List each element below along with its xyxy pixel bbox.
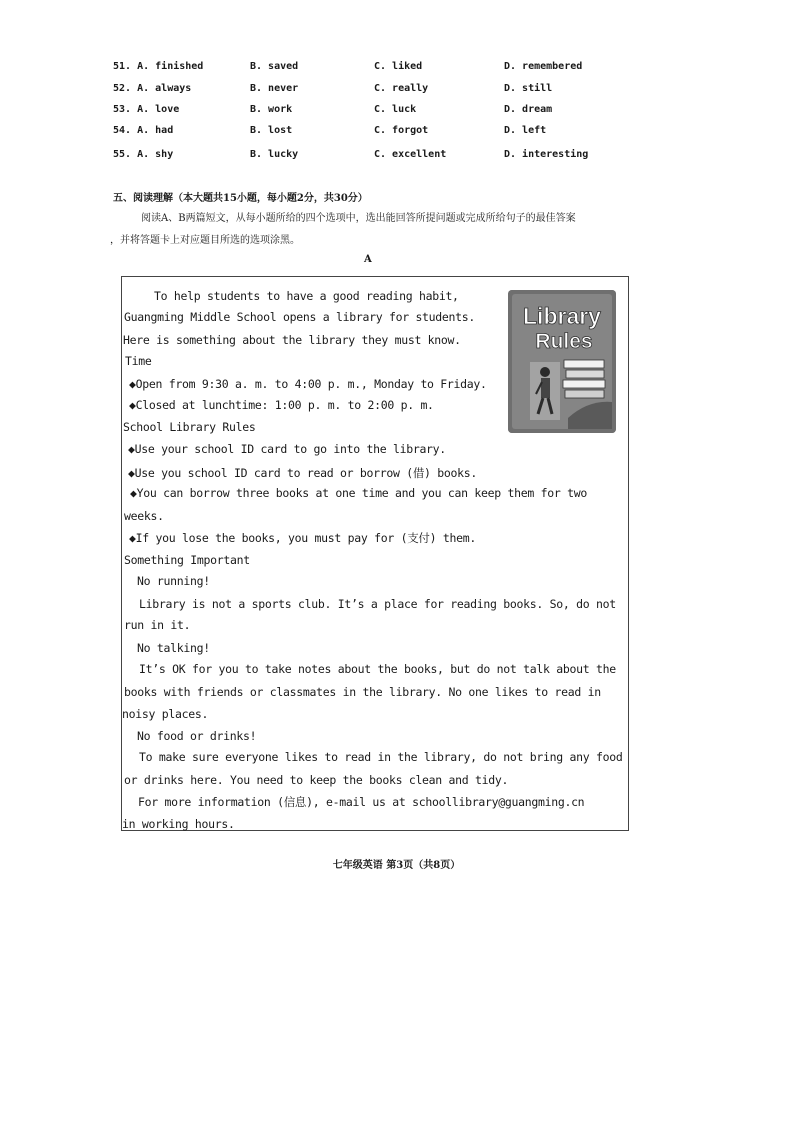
option-a	[113, 125, 173, 136]
passage-line: books with friends or classmates in the library. No one likes to read in	[124, 685, 601, 699]
passage-heading-important: Something Important	[124, 553, 250, 567]
poster-title-line2: Rules	[535, 330, 593, 353]
passage-line: weeks.	[124, 509, 164, 523]
option-a	[113, 149, 173, 160]
instruction-line-1: 阅读A、B两篇短文，从每小题所给的四个选项中，选出能回答所提问题或完成所给句子的最佳答案	[141, 213, 576, 224]
option-b: B. lost	[250, 125, 293, 136]
option-a	[113, 104, 179, 115]
option-d: D. left	[504, 125, 547, 136]
passage-line: ◆If you lose the books, you must pay for (支付) them.	[129, 531, 476, 545]
passage-subheading: No food or drinks!	[137, 729, 257, 743]
option-b: B. saved	[250, 61, 299, 72]
option-c: C. forgot	[374, 125, 429, 136]
library-rules-poster	[508, 290, 616, 433]
passage-line: ◆You can borrow three books at one time and you can keep them for two	[130, 486, 588, 500]
option-c: C. liked	[374, 61, 423, 72]
option-c: C. excellent	[374, 149, 447, 160]
passage-line: Library is not a sports club. It’s a place for reading books. So, do not	[139, 597, 616, 611]
passage-heading-time: Time	[125, 354, 152, 368]
question-number: 55.	[113, 149, 132, 160]
passage-line: or drinks here. You need to keep the books clean and tidy.	[124, 773, 509, 787]
option-b: B. never	[250, 83, 299, 94]
student-figure-icon	[530, 362, 560, 420]
passage-line: in working hours.	[122, 817, 235, 831]
instruction-line-2: ，并将答题卡上对应题目所选的选项涂黑。	[110, 235, 300, 246]
passage-line: It’s OK for you to take notes about the books, but do not talk about the	[139, 662, 616, 676]
option-c: C. really	[374, 83, 429, 94]
option-a	[113, 61, 203, 72]
passage-line: ◆Use you school ID card to read or borrow (借) books.	[128, 466, 478, 480]
passage-heading-rules: School Library Rules	[123, 420, 256, 434]
question-number: 52.	[113, 83, 132, 94]
section-heading: 五、阅读理解（本大题共15小题，每小题2分，共30分）	[113, 193, 368, 204]
passage-line: To help students to have a good reading habit,	[154, 289, 459, 303]
passage-line: ◆Closed at lunchtime: 1:00 p. m. to 2:00 p. m.	[129, 398, 434, 412]
option-d: D. interesting	[504, 149, 589, 160]
passage-subheading: No running!	[137, 574, 210, 588]
option-a-text: A. had	[137, 125, 174, 136]
poster-title-line1: Library	[523, 303, 601, 329]
option-a-text: A. always	[137, 83, 192, 94]
passage-line: ◆Open from 9:30 a. m. to 4:00 p. m., Monday to Friday.	[129, 377, 487, 391]
page-footer: 七年级英语 第3页（共8页）	[332, 860, 461, 871]
question-number: 54.	[113, 125, 132, 136]
passage-subheading: No talking!	[137, 641, 210, 655]
option-b: B. work	[250, 104, 293, 115]
poster-illustration	[508, 290, 616, 433]
option-a-text: A. shy	[137, 149, 174, 160]
passage-line: Guangming Middle School opens a library for students.	[124, 310, 476, 324]
option-c: C. luck	[374, 104, 417, 115]
passage-label: A	[364, 254, 372, 265]
passage-line: ◆Use your school ID card to go into the library.	[128, 442, 446, 456]
option-d: D. remembered	[504, 61, 583, 72]
passage-line: run in it.	[124, 618, 191, 632]
option-a-text: A. love	[137, 104, 180, 115]
option-d: D. dream	[504, 104, 553, 115]
option-d: D. still	[504, 83, 553, 94]
option-a-text: A. finished	[137, 61, 204, 72]
option-b: B. lucky	[250, 149, 299, 160]
passage-line: To make sure everyone likes to read in the library, do not bring any food	[139, 750, 623, 764]
question-number: 51.	[113, 61, 132, 72]
passage-line: noisy places.	[122, 707, 209, 721]
passage-line: Here is something about the library they must know.	[123, 333, 461, 347]
option-a	[113, 83, 191, 94]
question-number: 53.	[113, 104, 132, 115]
passage-line: For more information (信息), e-mail us at schoollibrary@guangming.cn	[138, 795, 585, 809]
